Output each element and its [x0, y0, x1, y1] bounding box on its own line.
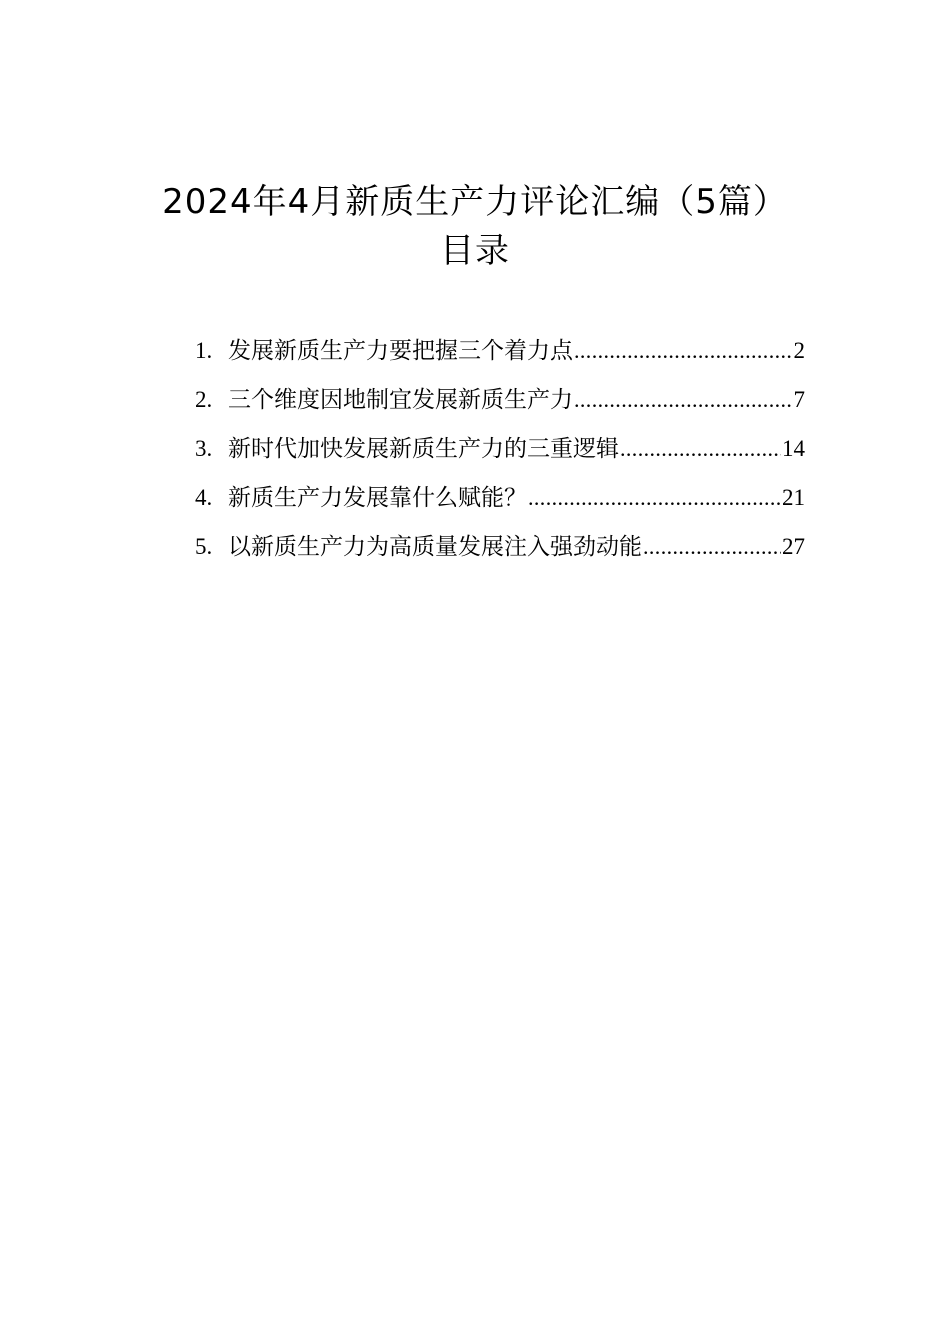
toc-entry-title: 以新质生产力为高质量发展注入强劲动能: [228, 534, 642, 560]
toc-entry-number: 5.: [195, 534, 213, 559]
toc-dot-leader: [528, 477, 781, 519]
toc-entry-title: 新质生产力发展靠什么赋能？: [228, 485, 527, 511]
toc-entry-title: 发展新质生产力要把握三个着力点: [228, 338, 573, 364]
toc-entry-1[interactable]: [195, 330, 805, 379]
toc-entry-4[interactable]: [195, 477, 805, 526]
toc-dot-leader: [574, 330, 793, 372]
toc-entry-page: 7: [793, 387, 805, 412]
document-title: 2024年4月新质生产力评论汇编（5篇）: [162, 182, 788, 222]
toc-entry-5[interactable]: [195, 526, 805, 575]
toc-entry-number: 2.: [195, 387, 213, 412]
toc-entry-page: 27: [782, 534, 805, 559]
toc-dot-leader: [620, 428, 781, 470]
toc-dot-leader: [574, 379, 793, 421]
toc-dot-leader: [643, 526, 781, 568]
toc-entry-number: 4.: [195, 485, 213, 510]
table-of-contents: [195, 330, 805, 575]
toc-heading: 目录: [440, 231, 510, 271]
toc-entry-2[interactable]: [195, 379, 805, 428]
toc-entry-page: 21: [782, 485, 805, 510]
toc-entry-page: 14: [782, 436, 805, 461]
toc-entry-3[interactable]: [195, 428, 805, 477]
toc-entry-title: 三个维度因地制宜发展新质生产力: [228, 387, 573, 413]
toc-entry-number: 1.: [195, 338, 213, 363]
toc-entry-page: 2: [793, 338, 805, 363]
toc-entry-number: 3.: [195, 436, 213, 461]
toc-entry-title: 新时代加快发展新质生产力的三重逻辑: [228, 436, 619, 462]
